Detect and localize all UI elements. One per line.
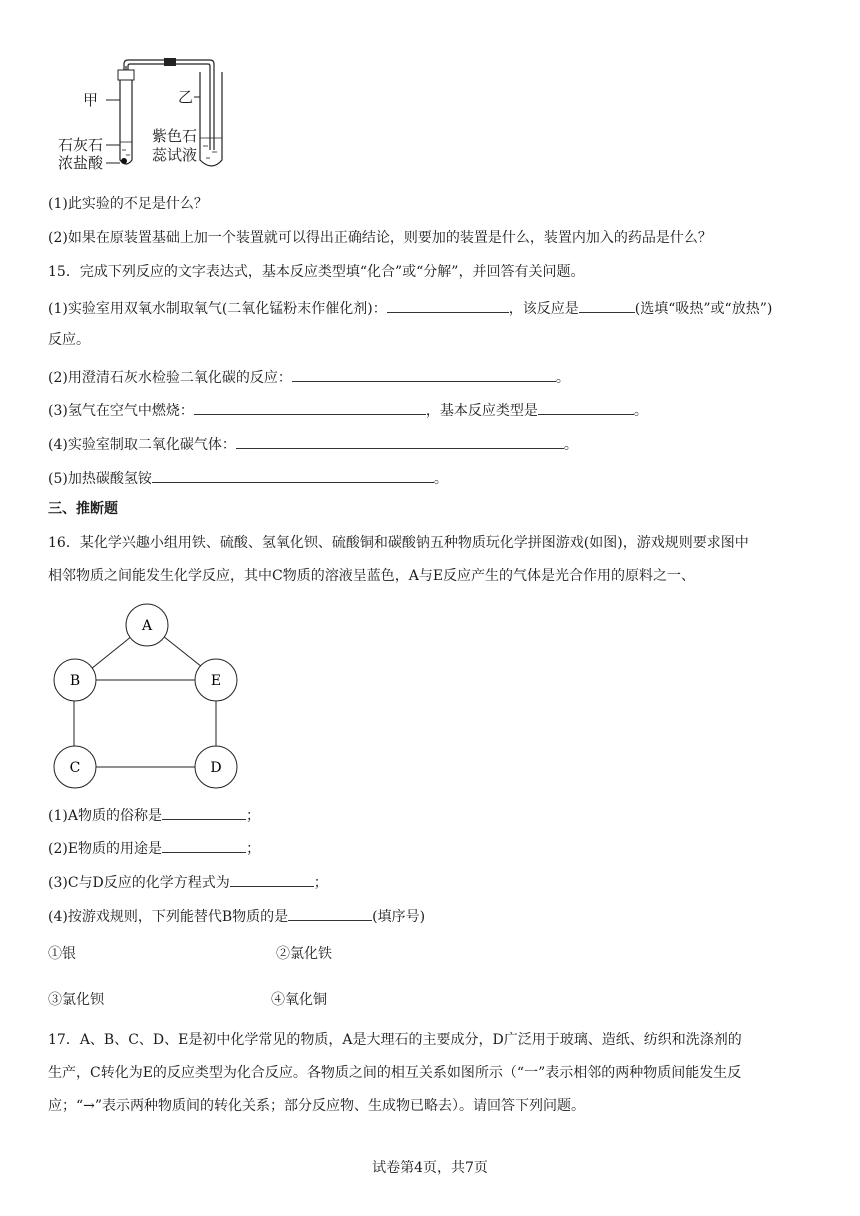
q15-sub1-text-c: (选填“吸热”或“放热”) [634, 301, 773, 317]
answer-blank[interactable] [152, 467, 434, 483]
node-c [54, 746, 96, 788]
answer-blank[interactable] [538, 399, 634, 415]
option-4[interactable]: ④氧化铜 [271, 992, 327, 1008]
node-e [195, 659, 237, 701]
answer-blank[interactable] [387, 297, 509, 313]
node-d-label: D [210, 760, 222, 776]
q16-sub4-text-a: (4)按游戏规则，下列能替代B物质的是 [48, 909, 289, 925]
q15-sub3 [48, 399, 648, 421]
node-a [126, 604, 168, 646]
q16-sub2-text-a: (2)E物质的用途是 [48, 841, 163, 857]
label-litmus-line1: 紫色石 [152, 127, 198, 145]
node-d [195, 746, 237, 788]
q14-sub2: (2)如果在原装置基础上加一个装置就可以得出正确结论，则要加的装置是什么，装置内加入的药品是什么？ [48, 230, 712, 246]
answer-blank[interactable] [194, 399, 426, 415]
q16-sub1-text-a: (1)A物质的俗称是 [48, 808, 162, 824]
node-b-label: B [69, 673, 81, 689]
q15-sub2 [48, 366, 570, 388]
q15-stem: 15．完成下列反应的文字表达式，基本反应类型填“化合”或“分解”，并回答有关问题。 [48, 264, 585, 280]
q15-sub3-text-b: ，基本反应类型是 [425, 403, 538, 419]
answer-blank[interactable] [288, 905, 372, 921]
q16-sub4-text-b: (填序号) [372, 909, 426, 925]
label-jia: 甲 [83, 91, 99, 109]
q16-sub3-text-a: (3)C与D反应的化学方程式为 [48, 875, 230, 891]
option-3[interactable]: ③氯化钡 [48, 992, 104, 1008]
q16-sub1 [48, 804, 260, 826]
q15-sub4 [48, 433, 578, 455]
q17-line1: 17．A、B、C、D、E是初中化学常见的物质，A是大理石的主要成分，D广泛用于玻璃、造纸、纺织和洗涤剂的 [48, 1032, 742, 1048]
q16-sub2 [48, 837, 260, 859]
q15-sub1-continuation: 反应。 [48, 332, 90, 348]
q15-sub1 [48, 297, 772, 319]
answer-blank[interactable] [162, 837, 246, 853]
label-yi: 乙 [178, 88, 194, 106]
q15-sub1-text-b: ，该反应是 [508, 301, 579, 317]
answer-blank[interactable] [162, 804, 246, 820]
node-e-label: E [210, 673, 222, 689]
q15-sub4-text-b: 。 [563, 437, 578, 453]
q16-sub2-text-b: ； [246, 841, 261, 857]
q16-sub1-text-b: ； [245, 808, 260, 824]
puzzle-diagram [44, 600, 264, 800]
answer-blank[interactable] [230, 871, 314, 887]
option-1[interactable]: ①银 [48, 946, 76, 962]
answer-blank[interactable] [579, 297, 635, 313]
q15-sub3-text-a: (3)氢气在空气中燃烧： [48, 403, 194, 419]
q15-sub5 [48, 467, 448, 489]
option-2[interactable]: ②氯化铁 [276, 946, 332, 962]
label-litmus-line2: 蕊试液 [152, 146, 198, 164]
q16-sub3 [48, 871, 328, 893]
q16-stem-line2: 相邻物质之间能发生化学反应，其中C物质的溶液呈蓝色，A与E反应产生的气体是光合作用的原料之一、 [48, 568, 696, 584]
page-footer: 试卷第4页，共7页 [372, 1160, 488, 1176]
label-concentrated-hcl: 浓盐酸 [58, 154, 104, 172]
q15-sub5-text-b: 。 [433, 471, 448, 487]
diagram-edges [74, 636, 216, 767]
answer-blank[interactable] [236, 433, 564, 449]
answer-blank[interactable] [292, 366, 556, 382]
q15-sub3-text-c: 。 [633, 403, 648, 419]
section-title: 三、推断题 [48, 501, 118, 517]
q15-sub2-text-a: (2)用澄清石灰水检验二氧化碳的反应： [48, 370, 292, 386]
q17-line3: 应；“→”表示两种物质间的转化关系；部分反应物、生成物已略去）。请回答下列问题。 [48, 1098, 586, 1114]
node-a-label: A [141, 618, 153, 634]
edge-a-e [163, 636, 202, 667]
q15-sub2-text-b: 。 [555, 370, 570, 386]
label-limestone: 石灰石 [58, 136, 104, 154]
node-b [54, 659, 96, 701]
q16-sub4 [48, 905, 425, 927]
q15-sub4-text-a: (4)实验室制取二氧化碳气体： [48, 437, 236, 453]
node-c-label: C [69, 760, 81, 776]
q16-stem-line1: 16．某化学兴趣小组用铁、硫酸、氢氧化钡、硫酸铜和碳酸钠五种物质玩化学拼图游戏(如图)，游戏规则要求图中 [48, 535, 749, 551]
q17-line2: 生产，C转化为E的反应类型为化合反应。各物质之间的相互关系如图所示（“一”表示相邻的两种物质间能发生反 [48, 1065, 742, 1081]
q16-sub3-text-b: ； [313, 875, 328, 891]
q15-sub1-text-a: (1)实验室用双氧水制取氧气(二氧化锰粉末作催化剂)： [48, 301, 387, 317]
q14-sub1: (1)此实验的不足是什么？ [48, 196, 208, 212]
edge-a-b [91, 636, 132, 669]
q15-sub5-text-a: (5)加热碳酸氢铵 [48, 471, 152, 487]
